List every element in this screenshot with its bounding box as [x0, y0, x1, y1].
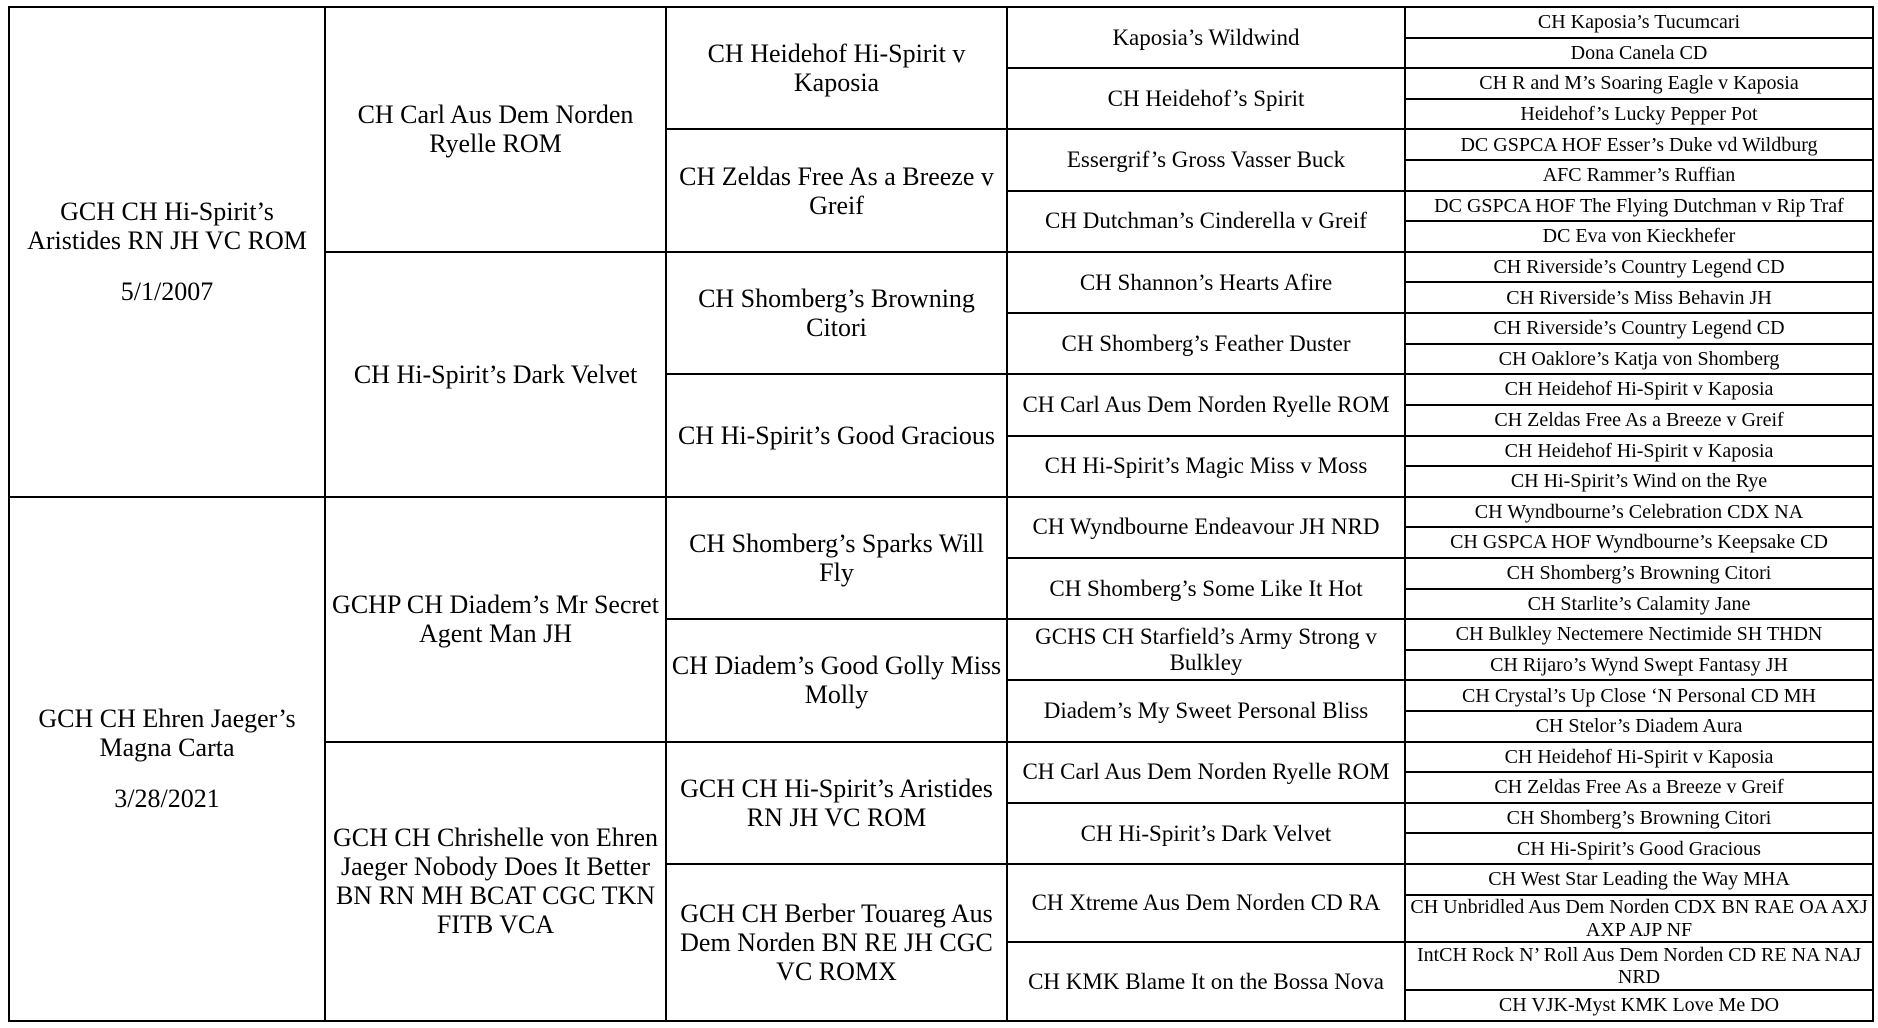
generation-5-dog: DC GSPCA HOF Esser’s Duke vd Wildburg — [1405, 129, 1873, 160]
generation-5-dog: CH Heidehof Hi-Spirit v Kaposia — [1405, 436, 1873, 467]
generation-5-dog: CH Riverside’s Country Legend CD — [1405, 252, 1873, 283]
generation-5-dog: CH Shomberg’s Browning Citori — [1405, 558, 1873, 589]
generation-5-dog: CH Riverside’s Country Legend CD — [1405, 313, 1873, 344]
dog-name: GCH CH Hi-Spirit’s Aristides RN JH VC ROM — [27, 197, 307, 256]
birth-date: 5/1/2007 — [120, 277, 214, 307]
dog-name: GCH CH Ehren Jaeger’s Magna Carta — [38, 704, 296, 763]
generation-5-dog: CH Shomberg’s Browning Citori — [1405, 803, 1873, 834]
generation-3-dog: CH Shomberg’s Browning Citori — [666, 252, 1007, 374]
generation-5-dog: CH Riverside’s Miss Behavin JH — [1405, 282, 1873, 313]
generation-2-dog: GCH CH Chrishelle von Ehren Jaeger Nobody Does It Better BN RN MH BCAT CGC TKN FITB VCA — [325, 742, 666, 1021]
generation-5-dog: CH Unbridled Aus Dem Norden CDX BN RAE OA AXJ AXP AJP NF — [1405, 895, 1873, 943]
generation-5-dog: DC Eva von Kieckhefer — [1405, 221, 1873, 252]
generation-5-dog: CH GSPCA HOF Wyndbourne’s Keepsake CD — [1405, 527, 1873, 558]
generation-4-dog: CH Heidehof’s Spirit — [1007, 68, 1405, 129]
generation-4-dog: CH Dutchman’s Cinderella v Greif — [1007, 191, 1405, 252]
generation-5-dog: CH Zeldas Free As a Breeze v Greif — [1405, 772, 1873, 803]
generation-5-dog: CH Heidehof Hi-Spirit v Kaposia — [1405, 742, 1873, 773]
generation-4-dog: CH Wyndbourne Endeavour JH NRD — [1007, 497, 1405, 558]
generation-5-dog: CH Hi-Spirit’s Good Gracious — [1405, 833, 1873, 864]
generation-4-dog: CH Carl Aus Dem Norden Ryelle ROM — [1007, 374, 1405, 435]
generation-4-dog: CH Carl Aus Dem Norden Ryelle ROM — [1007, 742, 1405, 803]
generation-2-dog: CH Hi-Spirit’s Dark Velvet — [325, 252, 666, 497]
generation-1-dog — [9, 497, 325, 1021]
generation-5-dog: Dona Canela CD — [1405, 38, 1873, 69]
generation-4-dog: Diadem’s My Sweet Personal Bliss — [1007, 680, 1405, 741]
generation-3-dog: CH Zeldas Free As a Breeze v Greif — [666, 129, 1007, 251]
generation-5-dog: CH R and M’s Soaring Eagle v Kaposia — [1405, 68, 1873, 99]
birth-date: 3/28/2021 — [114, 784, 220, 814]
generation-4-dog: CH Xtreme Aus Dem Norden CD RA — [1007, 864, 1405, 942]
generation-5-dog: CH Oaklore’s Katja von Shomberg — [1405, 344, 1873, 375]
generation-4-dog: GCHS CH Starfield’s Army Strong v Bulkley — [1007, 619, 1405, 680]
generation-5-dog: CH Kaposia’s Tucumcari — [1405, 7, 1873, 38]
generation-4-dog: CH Hi-Spirit’s Dark Velvet — [1007, 803, 1405, 864]
generation-5-dog: CH Zeldas Free As a Breeze v Greif — [1405, 405, 1873, 436]
generation-3-dog: CH Hi-Spirit’s Good Gracious — [666, 374, 1007, 496]
generation-3-dog: CH Heidehof Hi-Spirit v Kaposia — [666, 7, 1007, 129]
generation-4-dog: CH KMK Blame It on the Bossa Nova — [1007, 942, 1405, 1021]
pedigree-body — [9, 7, 1873, 1021]
generation-2-dog: CH Carl Aus Dem Norden Ryelle ROM — [325, 7, 666, 252]
generation-5-dog: CH West Star Leading the Way MHA — [1405, 864, 1873, 895]
pedigree-table — [8, 6, 1874, 1022]
generation-5-dog: CH Heidehof Hi-Spirit v Kaposia — [1405, 374, 1873, 405]
generation-4-dog: Kaposia’s Wildwind — [1007, 7, 1405, 68]
generation-5-dog: AFC Rammer’s Ruffian — [1405, 160, 1873, 191]
pedigree-row — [9, 497, 1873, 528]
generation-5-dog: CH Hi-Spirit’s Wind on the Rye — [1405, 466, 1873, 497]
generation-3-dog: GCH CH Berber Touareg Aus Dem Norden BN RE JH CGC VC ROMX — [666, 864, 1007, 1021]
generation-3-dog: CH Diadem’s Good Golly Miss Molly — [666, 619, 1007, 741]
generation-4-dog: CH Shomberg’s Feather Duster — [1007, 313, 1405, 374]
generation-1-dog — [9, 7, 325, 497]
generation-5-dog: CH VJK-Myst KMK Love Me DO — [1405, 990, 1873, 1021]
generation-5-dog: CH Rijaro’s Wynd Swept Fantasy JH — [1405, 650, 1873, 681]
generation-3-dog: CH Shomberg’s Sparks Will Fly — [666, 497, 1007, 619]
generation-4-dog: CH Shomberg’s Some Like It Hot — [1007, 558, 1405, 619]
generation-5-dog: CH Wyndbourne’s Celebration CDX NA — [1405, 497, 1873, 528]
generation-4-dog: CH Hi-Spirit’s Magic Miss v Moss — [1007, 436, 1405, 497]
generation-5-dog: CH Stelor’s Diadem Aura — [1405, 711, 1873, 742]
generation-5-dog: CH Starlite’s Calamity Jane — [1405, 589, 1873, 620]
generation-2-dog: GCHP CH Diadem’s Mr Secret Agent Man JH — [325, 497, 666, 742]
generation-5-dog: CH Bulkley Nectemere Nectimide SH THDN — [1405, 619, 1873, 650]
generation-5-dog: IntCH Rock N’ Roll Aus Dem Norden CD RE NA NAJ NRD — [1405, 942, 1873, 990]
pedigree-row — [9, 7, 1873, 38]
generation-5-dog: DC GSPCA HOF The Flying Dutchman v Rip Traf — [1405, 191, 1873, 222]
generation-4-dog: CH Shannon’s Hearts Afire — [1007, 252, 1405, 313]
generation-4-dog: Essergrif’s Gross Vasser Buck — [1007, 129, 1405, 190]
generation-5-dog: CH Crystal’s Up Close ‘N Personal CD MH — [1405, 680, 1873, 711]
generation-3-dog: GCH CH Hi-Spirit’s Aristides RN JH VC ROM — [666, 742, 1007, 864]
generation-5-dog: Heidehof’s Lucky Pepper Pot — [1405, 99, 1873, 130]
